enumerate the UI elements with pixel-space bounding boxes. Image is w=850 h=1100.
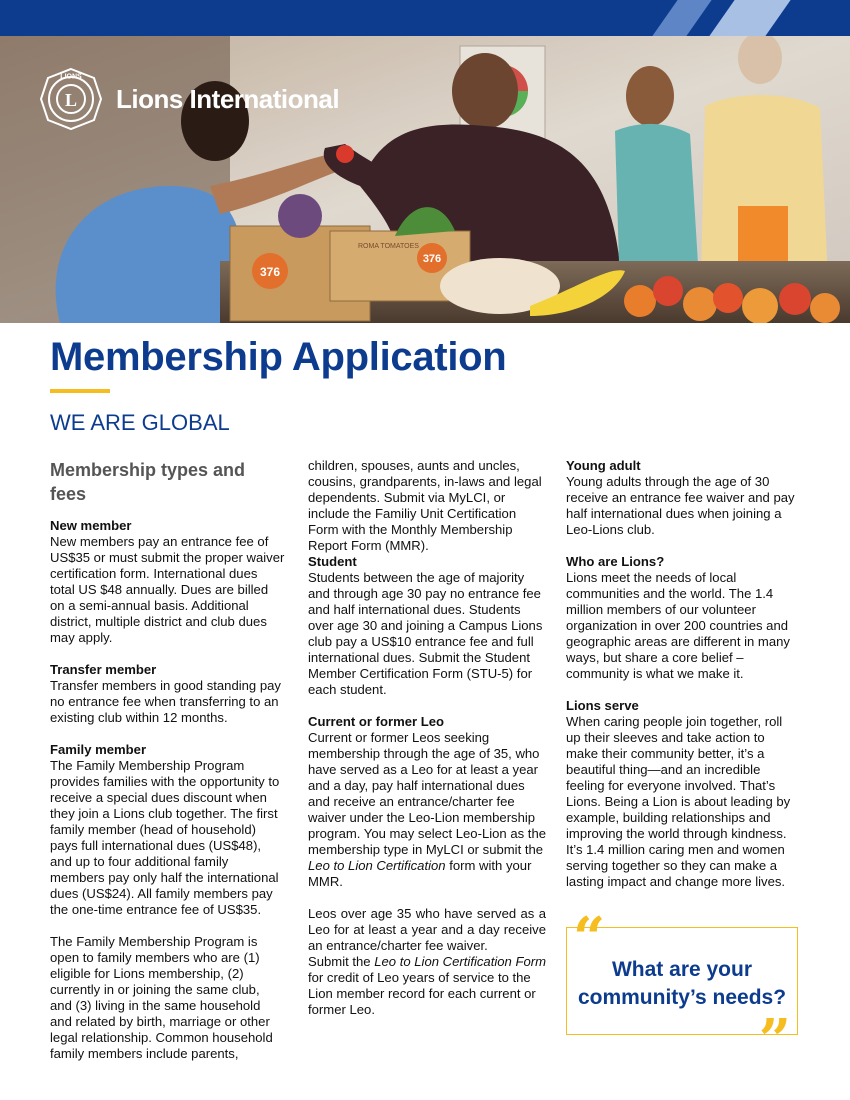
new-member-text: New members pay an entrance fee of US$35 or must submit the proper waiver certification form. International dues total US $48 annually. Dues are billed on a semi-annual basis. Additional district, multiple district and club dues may apply. (50, 534, 285, 645)
submit-text-part: Submit the (308, 954, 375, 969)
leo-text-part: form with your MMR. (308, 858, 532, 889)
who-are-lions-block (566, 554, 800, 682)
family-member-heading: Family member (50, 742, 147, 757)
top-banner (0, 0, 850, 36)
title-underline (50, 389, 110, 393)
leo-text (308, 730, 546, 890)
leo-submit-text (308, 954, 546, 1018)
transfer-member-text: Transfer members in good standing pay no entrance fee when transferring to an existing club within 12 months. (50, 678, 281, 725)
column-3 (566, 458, 800, 906)
column-2 (308, 458, 546, 1018)
leo-text-part: Current or former Leos seeking membership through the age of 35, who have served as a Leo for at least a year and a day, pay half international dues and receive an entrance/charter fee waiver under the Leo-Lion membership program. You may select Leo-Lion as the membership type in MyLCI or submit the (308, 730, 547, 857)
brand-name: Lions International (116, 83, 340, 114)
family-member-text: The Family Membership Program provides families with the opportunity to receive a special dues discount when they join a Lions club together. The first family member (head of household) pays full international dues (US$48), and up to four additional family members pay only half the international dues (US$24). All family members pay the one-time entrance fee of US$35. (50, 758, 280, 917)
close-quote-icon: ” (758, 1007, 791, 1073)
new-member-block (50, 518, 285, 646)
lions-serve-text: When caring people join together, roll up their sleeves and take action to make their community better, it’s a beautiful thing—and an incredible feeling for everyone involved. That’s Lions. Being a Lion is about leading by example, building relationships and improving the world through kindness. It’s 1.4 million caring men and women serving together so they can make a lasting impact and change more lives. (566, 714, 791, 889)
svg-text:LIONS: LIONS (60, 73, 82, 81)
family-member-block (50, 742, 285, 918)
svg-text:ROMA TOMATOES: ROMA TOMATOES (358, 243, 419, 250)
page-subtitle: WE ARE GLOBAL (50, 410, 230, 435)
page-title: Membership Application (50, 335, 507, 379)
young-adult-heading: Young adult (566, 458, 641, 473)
family-program-text: The Family Membership Program is open to family members who are (1) eligible for Lions membership, (2) currently in or joining the same club, and (3) living in the same household and related by birth, marriage or other legal relationship. Common household family members include parents, (50, 934, 273, 1061)
brand-logo (38, 66, 339, 132)
leo-form-name: Leo to Lion Certification (308, 858, 446, 873)
column-1 (50, 458, 285, 1062)
student-heading: Student (308, 554, 357, 569)
section-title: Membership types and fees (50, 460, 246, 504)
svg-text:L: L (64, 90, 78, 110)
student-block (308, 554, 546, 698)
banner-stripe (652, 0, 711, 36)
transfer-member-block (50, 662, 285, 726)
leo-over-35-text: Leos over age 35 who have served as a Leo for at least a year and a day receive an entrance/charter fee waiver. (308, 906, 546, 953)
student-text: Students between the age of majority and through age 30 pay no entrance fee and half international dues. Students over age 30 and joining a Campus Lions club pay a US$10 entrance fee and full international dues. Submit the Student Member Certification Form (STU-5) for each student. (308, 570, 543, 697)
leo-heading: Current or former Leo (308, 714, 445, 729)
lions-serve-block (566, 698, 800, 890)
svg-text:376: 376 (422, 253, 442, 265)
lions-emblem-icon (38, 66, 104, 132)
who-are-lions-text: Lions meet the needs of local communities and the world. The 1.4 million members of our volunteer organization in over 200 countries and geographic areas are different in many ways, but share a core belief – community is what we make it. (566, 570, 790, 681)
who-are-lions-heading: Who are Lions? (566, 554, 665, 569)
svg-text:376: 376 (259, 265, 281, 279)
young-adult-text: Young adults through the age of 30 receive an entrance fee waiver and pay half international dues when joining a Leo-Lions club. (566, 474, 795, 537)
submit-text-part: for credit of Leo years of service to the Lion member record for each current or former Leo. (308, 970, 536, 1017)
transfer-member-heading: Transfer member (50, 662, 157, 677)
lions-serve-heading: Lions serve (566, 698, 639, 713)
family-continuation-text: children, spouses, aunts and uncles, cousins, grandparents, in-laws and legal dependents. Submit via MyLCI, or include the Familiy Unit Certification Form with the Monthly Membership Report Form (MMR). (308, 458, 542, 553)
young-adult-block (566, 458, 800, 538)
banner-stripe (709, 0, 790, 36)
leo-block (308, 714, 546, 890)
submit-form-name: Leo to Lion Certification Form (374, 954, 546, 969)
open-quote-icon: “ (573, 905, 606, 971)
new-member-heading: New member (50, 518, 132, 533)
pull-quote-text: What are your community’s needs? (577, 958, 787, 1009)
pull-quote (566, 905, 798, 1073)
